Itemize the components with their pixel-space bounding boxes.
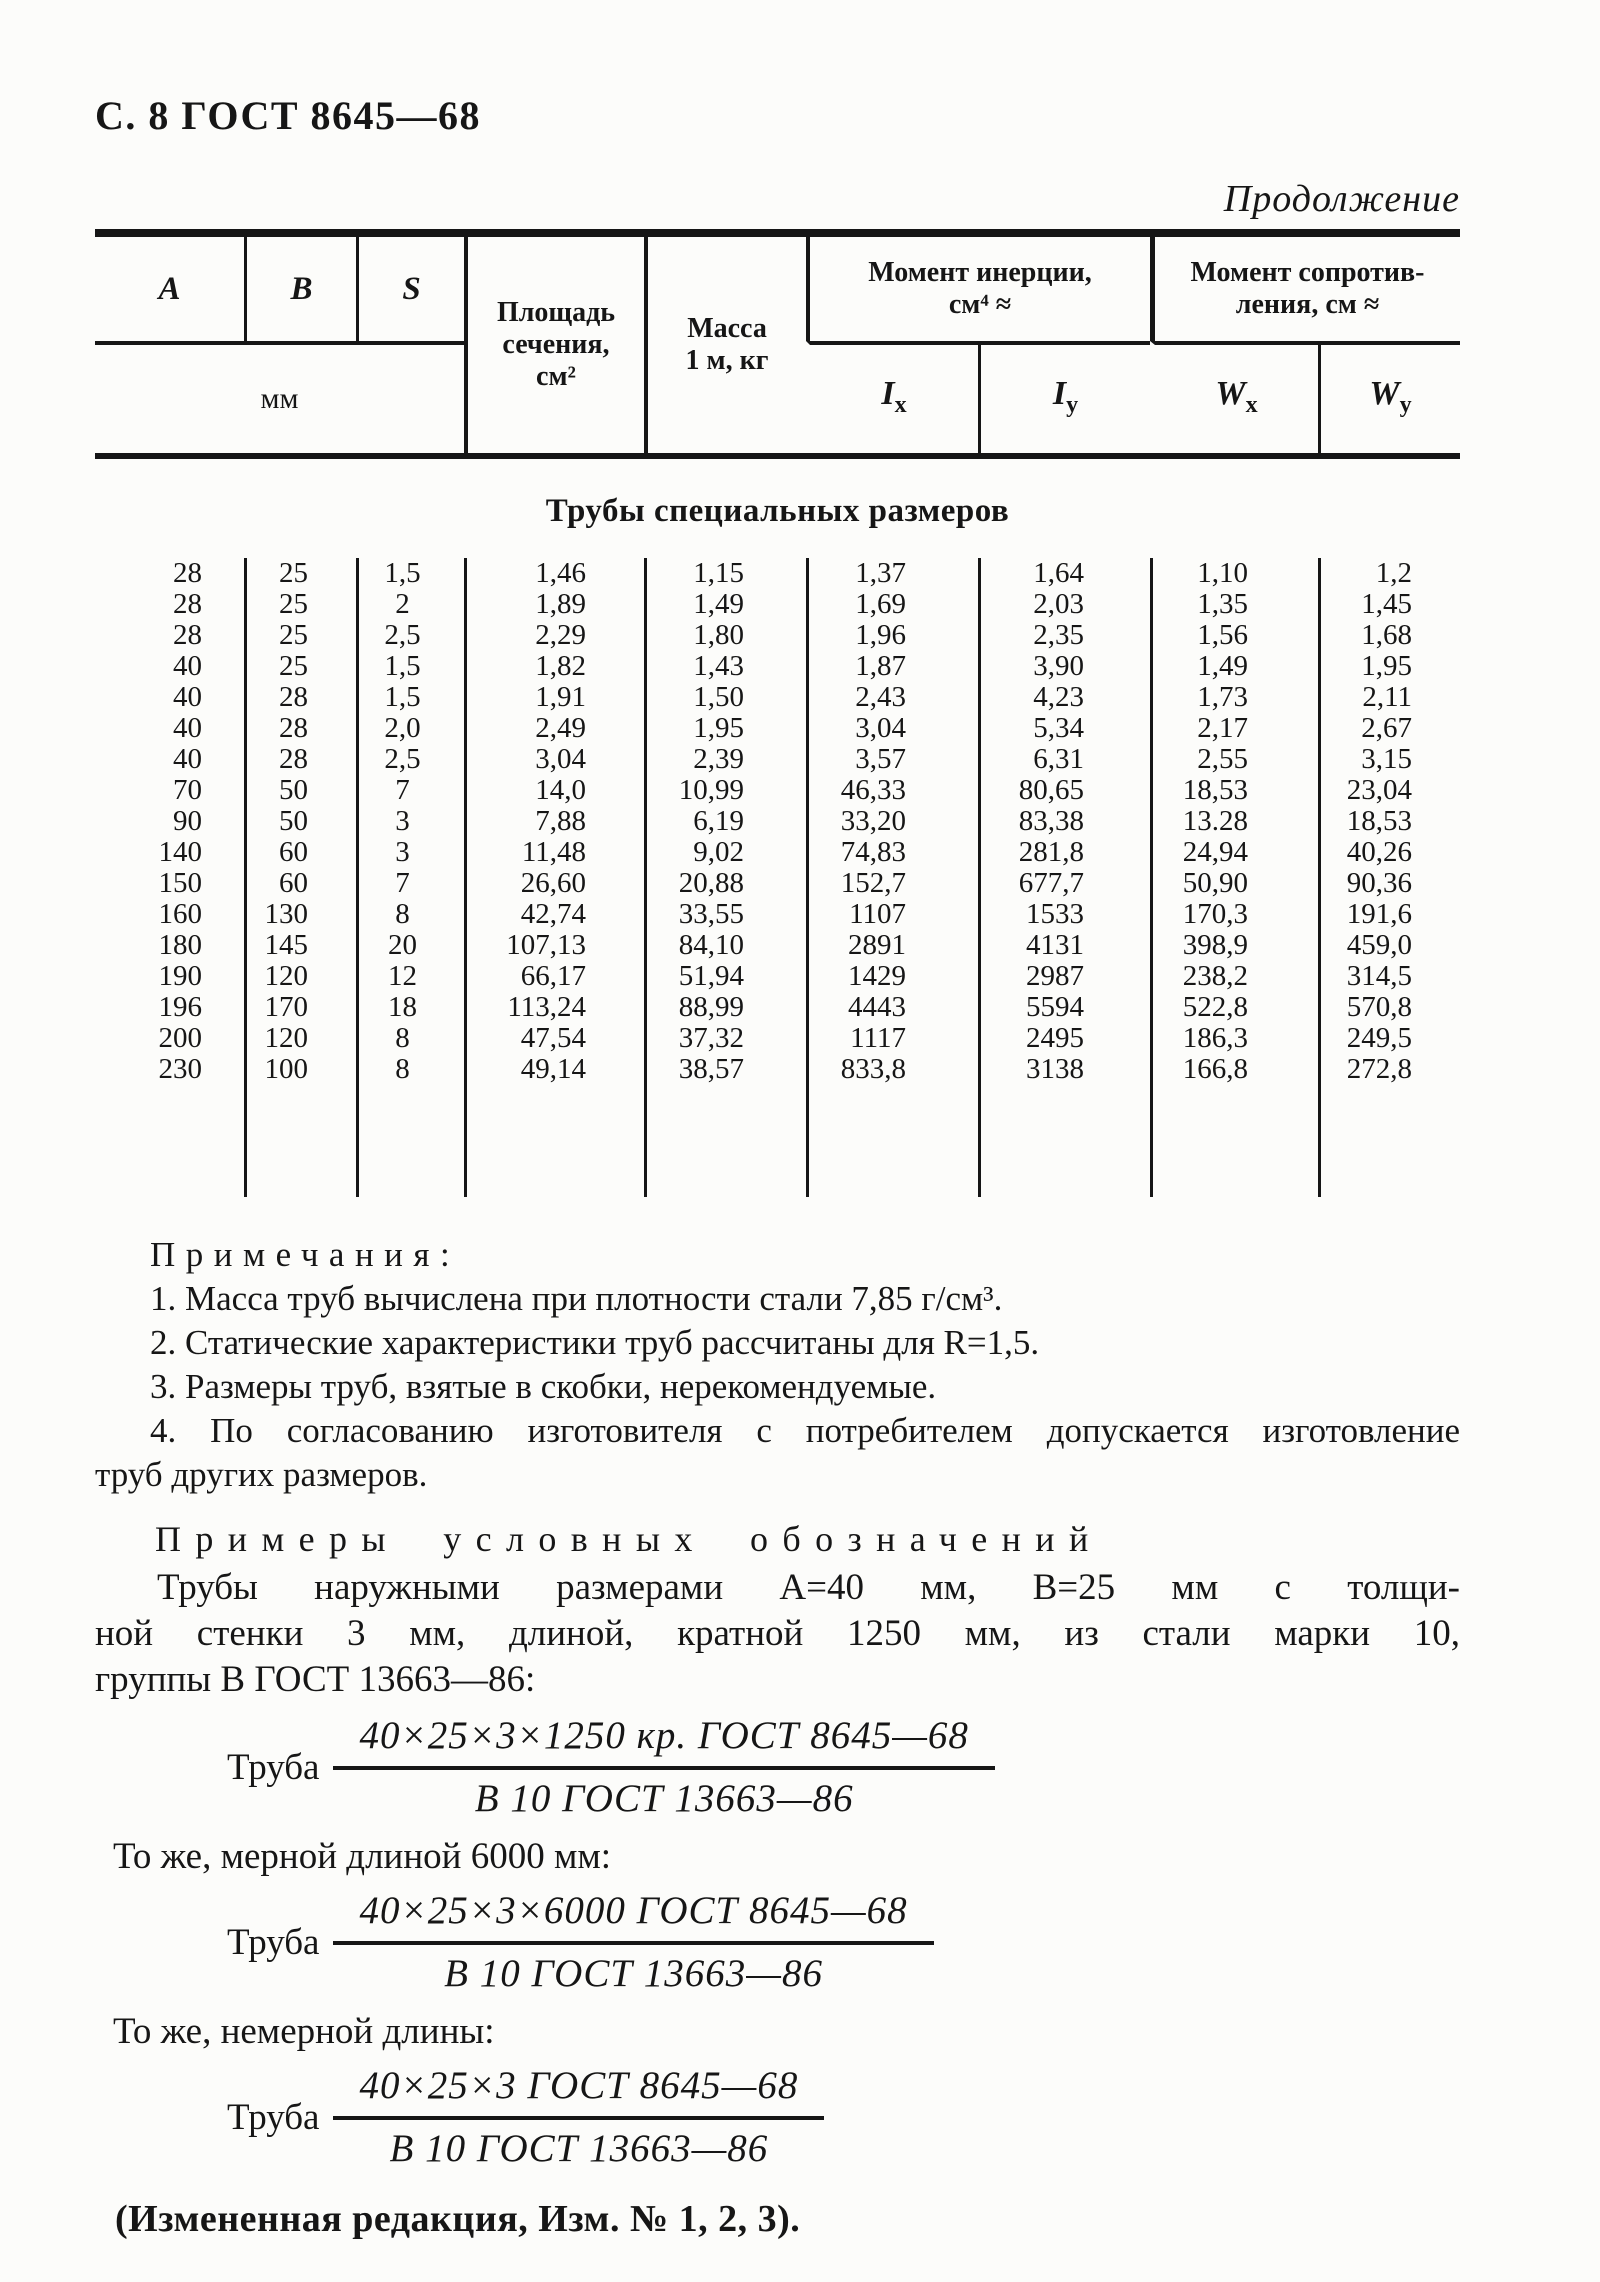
table-cell: 40: [173, 681, 202, 713]
table-cell: 1107: [806, 899, 978, 930]
wy-base: W: [1369, 374, 1400, 412]
col-group-inertia-line2: см⁴ ≈: [948, 289, 1012, 320]
example-3-numerator: 40×25×3 ГОСТ 8645—68: [333, 2063, 824, 2120]
examples-intro: [95, 1565, 1460, 1703]
table-cell: 1,37: [806, 558, 978, 589]
table-cell: 1,10: [1150, 558, 1318, 589]
table-rule-extension: [464, 1085, 644, 1197]
table-cell: 1,2: [1318, 558, 1460, 589]
col-header-ix: [806, 341, 978, 453]
examples-intro-line1: Трубы наружными размерами А=40 мм, В=25 мм с толщи-: [157, 1567, 1460, 1608]
table-cell: 40: [173, 712, 202, 744]
table-cell: 190: [158, 960, 202, 992]
table-cell: 84,10: [644, 930, 806, 961]
col-header-area: [464, 237, 644, 453]
table-cell: 1,69: [806, 589, 978, 620]
col-header-area-line1: Площадь: [496, 297, 616, 328]
table-cell: 2,49: [464, 713, 644, 744]
example-3-label: Труба: [227, 2096, 320, 2138]
table-cell: 3,90: [978, 651, 1150, 682]
table-cell: 90,36: [1318, 868, 1460, 899]
example-2-fraction: [333, 1888, 933, 1996]
table-rule-extension: [356, 1085, 464, 1197]
table-cell: 238,2: [1150, 961, 1318, 992]
table-cell: 140: [158, 836, 202, 868]
table-cell: 70: [173, 774, 202, 806]
table-cell: 152,7: [806, 868, 978, 899]
iy-sub: y: [1066, 391, 1079, 418]
designation-example-1: [227, 1713, 1460, 1821]
table-cell: 107,13: [464, 930, 644, 961]
table-section-title: Трубы специальных размеров: [545, 493, 1010, 529]
table-cell: 833,8: [806, 1054, 978, 1085]
col-header-b: В: [244, 237, 356, 341]
col-header-mass: [644, 237, 806, 453]
wy-sub: y: [1399, 391, 1412, 418]
table-cell: 1,82: [464, 651, 644, 682]
table-cell: 28: [173, 619, 202, 651]
example-3-fraction: [333, 2063, 824, 2171]
ix-base: I: [881, 374, 895, 412]
table-cell: 1,5: [356, 651, 464, 682]
wy-symbol: [1369, 374, 1412, 421]
table-cell: 90: [173, 805, 202, 837]
table-cell: 51,94: [644, 961, 806, 992]
table-cell: 66,17: [464, 961, 644, 992]
table-cell: 1,35: [1150, 589, 1318, 620]
table-cell: 1117: [806, 1023, 978, 1054]
table-cell: 2891: [806, 930, 978, 961]
table-cell: 1,95: [644, 713, 806, 744]
table-cell: 2,39: [644, 744, 806, 775]
table-cell: 1,68: [1318, 620, 1460, 651]
table-cell: 83,38: [978, 806, 1150, 837]
table-cell: 150: [158, 867, 202, 899]
table-cell: 1,49: [1150, 651, 1318, 682]
table-cell: 196: [158, 991, 202, 1023]
table-cell: 3: [356, 806, 464, 837]
example-1-numerator: 40×25×3×1250 кр. ГОСТ 8645—68: [333, 1713, 994, 1770]
table-cell: 1,49: [644, 589, 806, 620]
table-cell: 570,8: [1318, 992, 1460, 1023]
table-cell: 3,04: [806, 713, 978, 744]
table-cell: 120: [244, 1023, 356, 1054]
table-cell: 18,53: [1318, 806, 1460, 837]
table-cell: 1,89: [464, 589, 644, 620]
table-cell: 522,8: [1150, 992, 1318, 1023]
table-rule-extension: [95, 1085, 244, 1197]
table-cell: 47,54: [464, 1023, 644, 1054]
table-cell: 130: [244, 899, 356, 930]
table-cell: 5,34: [978, 713, 1150, 744]
table-cell: 113,24: [464, 992, 644, 1023]
table-cell: 314,5: [1318, 961, 1460, 992]
table-cell: 2495: [978, 1023, 1150, 1054]
table-cell: 26,60: [464, 868, 644, 899]
table-cell: 191,6: [1318, 899, 1460, 930]
table-cell: 180: [158, 929, 202, 961]
table-cell: 40: [173, 743, 202, 775]
note-item-1: 1. Масса труб вычислена при плотности стали 7,85 г/см³.: [150, 1279, 1003, 1318]
table-cell: 1,5: [356, 682, 464, 713]
table-cell: 33,55: [644, 899, 806, 930]
example-2-numerator: 40×25×3×6000 ГОСТ 8645—68: [333, 1888, 933, 1945]
table-cell: 2,5: [356, 744, 464, 775]
table-cell: 398,9: [1150, 930, 1318, 961]
notes-block: [95, 1233, 1460, 1497]
table-cell: 200: [158, 1022, 202, 1054]
notes-title: Примечания:: [150, 1235, 461, 1274]
table-cell: 23,04: [1318, 775, 1460, 806]
table-cell: 281,8: [978, 837, 1150, 868]
table-cell: 2,0: [356, 713, 464, 744]
table-cell: 7,88: [464, 806, 644, 837]
table-cell: 1,64: [978, 558, 1150, 589]
col-header-area-line3: см²: [536, 361, 576, 392]
table-cell: 2,17: [1150, 713, 1318, 744]
wx-symbol: [1215, 374, 1258, 421]
table-cell: 3: [356, 837, 464, 868]
table-cell: 74,83: [806, 837, 978, 868]
note-item-4-line2: труб других размеров.: [95, 1455, 428, 1494]
table-cell: 1,87: [806, 651, 978, 682]
col-group-resistance: [1150, 237, 1460, 341]
continuation-label: Продолжение: [1223, 178, 1460, 220]
table-cell: 80,65: [978, 775, 1150, 806]
table-cell: 50,90: [1150, 868, 1318, 899]
table-cell: 20,88: [644, 868, 806, 899]
table-cell: 50: [244, 806, 356, 837]
table-cell: 8: [356, 899, 464, 930]
table-rule-extension: [806, 1085, 978, 1197]
table-cell: 14,0: [464, 775, 644, 806]
table-cell: 8: [356, 1054, 464, 1085]
ix-symbol: [881, 374, 907, 421]
table-cell: 40,26: [1318, 837, 1460, 868]
designation-example-3: [227, 2063, 1460, 2171]
table-cell: 100: [244, 1054, 356, 1085]
example-1-denominator: В 10 ГОСТ 13663—86: [474, 1777, 854, 1820]
table-cell: 37,32: [644, 1023, 806, 1054]
table-cell: 1,46: [464, 558, 644, 589]
table-cell: 120: [244, 961, 356, 992]
examples-intro-line3: группы В ГОСТ 13663—86:: [95, 1659, 536, 1700]
table-cell: 2,35: [978, 620, 1150, 651]
table-cell: 13.28: [1150, 806, 1318, 837]
table-cell: 1,5: [356, 558, 464, 589]
table-cell: 6,19: [644, 806, 806, 837]
table-cell: 170,3: [1150, 899, 1318, 930]
table-cell: 145: [244, 930, 356, 961]
table-cell: 2,67: [1318, 713, 1460, 744]
note-item-4-line1: 4. По согласованию изготовителя с потребителем допускается изготовление: [150, 1411, 1460, 1450]
table-cell: 2,29: [464, 620, 644, 651]
table-cell: 1,95: [1318, 651, 1460, 682]
table-cell: 677,7: [978, 868, 1150, 899]
table-rule-extension: [644, 1085, 806, 1197]
examples-intro-line2: ной стенки 3 мм, длиной, кратной 1250 мм, из стали марки 10,: [95, 1613, 1460, 1654]
table-cell: 170: [244, 992, 356, 1023]
table-cell: 7: [356, 868, 464, 899]
page-header: С. 8 ГОСТ 8645—68: [95, 93, 482, 138]
col-header-wy: [1318, 341, 1460, 453]
col-header-a: А: [158, 271, 181, 307]
table-cell: 88,99: [644, 992, 806, 1023]
table-rule-extension: [978, 1085, 1150, 1197]
table-rule-extension: [1318, 1085, 1460, 1197]
table-rule-extension: [1150, 1085, 1318, 1197]
table-cell: 12: [356, 961, 464, 992]
col-header-iy: [978, 341, 1150, 453]
table-cell: 1,50: [644, 682, 806, 713]
table-cell: 3,57: [806, 744, 978, 775]
table-cell: 1,56: [1150, 620, 1318, 651]
example-2-label: Труба: [227, 1921, 320, 1963]
table-cell: 1533: [978, 899, 1150, 930]
table-cell: 18: [356, 992, 464, 1023]
table-cell: 28: [244, 713, 356, 744]
col-header-mass-line2: 1 м, кг: [685, 345, 769, 376]
table-cell: 6,31: [978, 744, 1150, 775]
table-cell: 3,15: [1318, 744, 1460, 775]
col-header-mass-line1: Масса: [687, 313, 767, 344]
table-cell: 9,02: [644, 837, 806, 868]
table-cell: 42,74: [464, 899, 644, 930]
table-cell: 5594: [978, 992, 1150, 1023]
table-header: [95, 229, 1460, 459]
table-cell: 25: [244, 651, 356, 682]
table-cell: 10,99: [644, 775, 806, 806]
table-cell: 1,80: [644, 620, 806, 651]
table-cell: 4443: [806, 992, 978, 1023]
example-between-1: То же, мерной длиной 6000 мм:: [113, 1836, 612, 1877]
table-cell: 8: [356, 1023, 464, 1054]
examples-heading: Примеры условных обозначений: [155, 1519, 1103, 1559]
table-cell: 4,23: [978, 682, 1150, 713]
table-cell: 60: [244, 868, 356, 899]
table-cell: 2,11: [1318, 682, 1460, 713]
table-cell: 3,04: [464, 744, 644, 775]
table-body: [95, 558, 1460, 1085]
col-header-area-line2: сечения,: [502, 329, 610, 360]
table-cell: 2,43: [806, 682, 978, 713]
table-cell: 2987: [978, 961, 1150, 992]
example-1-fraction: [333, 1713, 994, 1821]
example-1-label: Труба: [227, 1746, 320, 1788]
table-cell: 28: [173, 557, 202, 589]
table-cell: 230: [158, 1053, 202, 1085]
table-rule-extension: [244, 1085, 356, 1197]
table-cell: 2,5: [356, 620, 464, 651]
col-group-resistance-line1: Момент сопротив-: [1190, 257, 1425, 288]
ix-sub: x: [894, 391, 907, 418]
table-cell: 249,5: [1318, 1023, 1460, 1054]
table-cell: 25: [244, 558, 356, 589]
table-cell: 4131: [978, 930, 1150, 961]
table-cell: 2: [356, 589, 464, 620]
table-cell: 3138: [978, 1054, 1150, 1085]
table-cell: 46,33: [806, 775, 978, 806]
table-cell: 160: [158, 898, 202, 930]
table-cell: 50: [244, 775, 356, 806]
table-cell: 11,48: [464, 837, 644, 868]
table-cell: 25: [244, 589, 356, 620]
table-cell: 49,14: [464, 1054, 644, 1085]
table-cell: 25: [244, 620, 356, 651]
col-group-resistance-line2: ления, см ≈: [1235, 289, 1380, 320]
table-cell: 166,8: [1150, 1054, 1318, 1085]
table-cell: 1,73: [1150, 682, 1318, 713]
table-cell: 2,55: [1150, 744, 1318, 775]
col-header-s: S: [356, 237, 464, 341]
revision-note: (Измененная редакция, Изм. № 1, 2, 3).: [115, 2198, 801, 2240]
table-cell: 38,57: [644, 1054, 806, 1085]
table-cell: 60: [244, 837, 356, 868]
table-body-ext: [95, 1085, 1460, 1197]
table-cell: 7: [356, 775, 464, 806]
designation-example-2: [227, 1888, 1460, 1996]
table-cell: 20: [356, 930, 464, 961]
col-header-mm: мм: [95, 341, 464, 453]
col-group-inertia: [806, 237, 1150, 341]
table-cell: 28: [244, 682, 356, 713]
table-cell: 24,94: [1150, 837, 1318, 868]
iy-base: I: [1052, 374, 1067, 412]
table-cell: 1429: [806, 961, 978, 992]
example-2-denominator: В 10 ГОСТ 13663—86: [444, 1952, 823, 1995]
table-cell: 1,43: [644, 651, 806, 682]
table-cell: 1,45: [1318, 589, 1460, 620]
note-item-3: 3. Размеры труб, взятые в скобки, нерекомендуемые.: [150, 1367, 937, 1406]
table-cell: 2,03: [978, 589, 1150, 620]
iy-symbol: [1052, 374, 1079, 421]
col-header-wx: [1150, 341, 1318, 453]
table-cell: 272,8: [1318, 1054, 1460, 1085]
table-cell: 1,91: [464, 682, 644, 713]
table-cell: 28: [244, 744, 356, 775]
table-cell: 40: [173, 650, 202, 682]
table-cell: 1,96: [806, 620, 978, 651]
table-cell: 28: [173, 588, 202, 620]
table-cell: 1,15: [644, 558, 806, 589]
col-group-inertia-line1: Момент инерции,: [868, 257, 1092, 288]
example-between-2: То же, немерной длины:: [113, 2011, 495, 2052]
table-cell: 18,53: [1150, 775, 1318, 806]
wx-sub: x: [1245, 391, 1258, 418]
example-3-denominator: В 10 ГОСТ 13663—86: [389, 2127, 769, 2170]
table-cell: 33,20: [806, 806, 978, 837]
table-cell: 459,0: [1318, 930, 1460, 961]
table-cell: 186,3: [1150, 1023, 1318, 1054]
note-item-2: 2. Статические характеристики труб рассчитаны для R=1,5.: [150, 1323, 1040, 1362]
wx-base: W: [1215, 374, 1246, 412]
